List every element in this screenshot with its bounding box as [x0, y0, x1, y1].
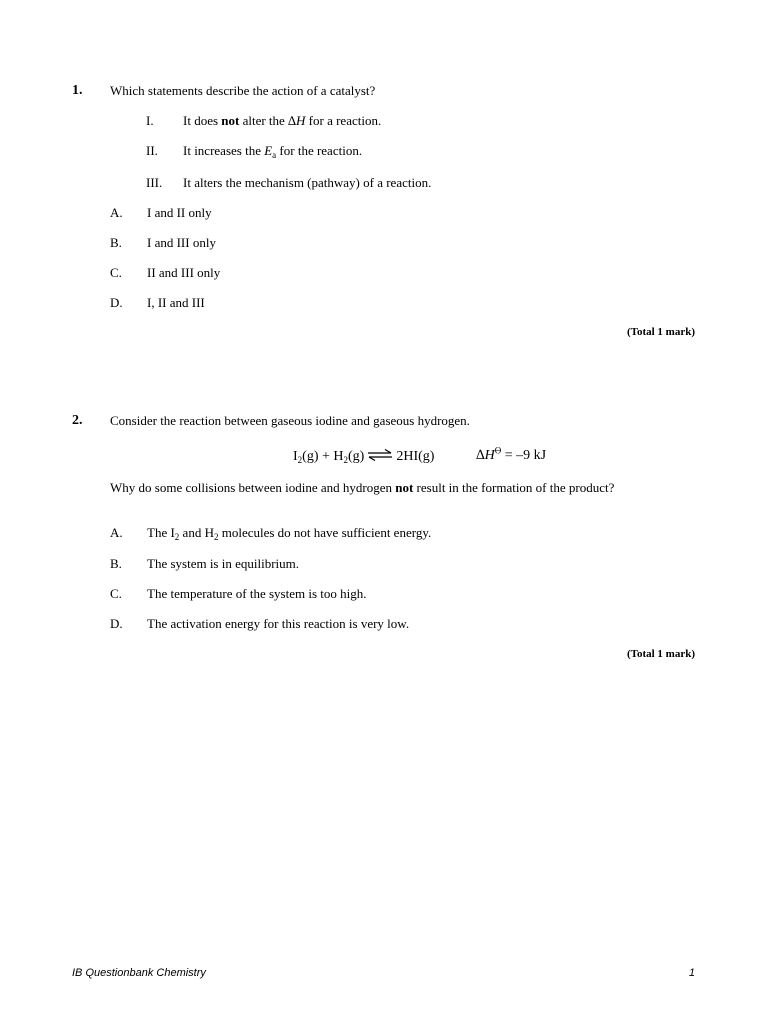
ea-symbol: E: [264, 143, 273, 158]
dh-value: = –9 kJ: [501, 448, 547, 463]
prompt-bold: not: [395, 480, 414, 495]
delta-h-symbol: ∆H: [288, 113, 306, 128]
eq-plus-hydrogen: (g) + H: [302, 449, 344, 464]
statement-1-post: for a reaction.: [305, 113, 382, 128]
question-2-number: 2.: [72, 413, 83, 428]
q2-a-post: molecules do not have sufficient energy.: [218, 525, 432, 540]
question-1-stem: Which statements describe the action of a catalyst?: [110, 83, 376, 98]
statement-3-numeral: III.: [146, 175, 163, 190]
statement-2-numeral: II.: [146, 143, 158, 158]
q1-option-c-letter: C.: [110, 265, 122, 280]
statement-2-pre: It increases the: [183, 143, 265, 158]
statement-2-text: [183, 144, 362, 159]
equilibrium-arrow-icon: [367, 449, 393, 461]
dh-symbol: ∆H: [476, 448, 495, 463]
q2-option-a-text: [147, 526, 431, 541]
q1-option-b-letter: B.: [110, 235, 122, 250]
statement-1-pre: It does: [183, 113, 222, 128]
q1-option-d-text: I, II and III: [147, 295, 205, 310]
q2-a-pre: The I: [147, 525, 175, 540]
q2-option-b-text: The system is in equilibrium.: [147, 556, 300, 571]
standard-state-symbol: Ө: [494, 445, 502, 456]
q2-option-c-letter: C.: [110, 586, 122, 601]
statement-1-text: [183, 114, 381, 129]
reaction-equation: [293, 449, 434, 465]
page-number: 1: [688, 967, 695, 979]
q1-total-mark: (Total 1 mark): [626, 326, 695, 338]
statement-2-post: for the reaction.: [276, 143, 363, 158]
q2-option-b-letter: B.: [110, 556, 122, 571]
q2-total-mark: (Total 1 mark): [626, 648, 695, 660]
statement-1-bold: not: [221, 113, 240, 128]
q2-a-sub2: 2: [213, 532, 219, 542]
eq-hydrogen-state: (g): [348, 449, 365, 464]
q2-a-mid: and H: [179, 525, 214, 540]
q2-option-a-letter: A.: [110, 525, 123, 540]
statement-1-mid: alter the: [239, 113, 289, 128]
prompt-post: result in the formation of the product?: [413, 480, 615, 495]
statement-1-numeral: I.: [146, 113, 154, 128]
question-1-number: 1.: [72, 83, 83, 98]
ea-subscript: a: [272, 150, 277, 160]
prompt-pre: Why do some collisions between iodine and hydrogen: [110, 480, 396, 495]
q1-option-b-text: I and III only: [147, 235, 216, 250]
q1-option-a-letter: A.: [110, 205, 123, 220]
footer-title: IB Questionbank Chemistry: [72, 967, 206, 979]
eq-iodine: I: [293, 449, 298, 464]
statement-3-text: It alters the mechanism (pathway) of a reaction.: [183, 175, 432, 190]
enthalpy-change: [476, 445, 547, 464]
q1-option-a-text: I and II only: [147, 205, 212, 220]
q2-a-sub1: 2: [174, 532, 180, 542]
question-2-stem: Consider the reaction between gaseous iodine and gaseous hydrogen.: [110, 413, 470, 428]
eq-hydrogen-sub: 2: [343, 455, 349, 465]
question-2-prompt: [110, 480, 620, 495]
q2-option-c-text: The temperature of the system is too high.: [147, 586, 367, 601]
q2-option-d-letter: D.: [110, 616, 123, 631]
q2-option-d-text: The activation energy for this reaction is very low.: [147, 616, 410, 631]
q1-option-c-text: II and III only: [147, 265, 221, 280]
eq-product: 2HI(g): [396, 449, 435, 464]
eq-iodine-sub: 2: [297, 455, 303, 465]
q1-option-d-letter: D.: [110, 295, 123, 310]
